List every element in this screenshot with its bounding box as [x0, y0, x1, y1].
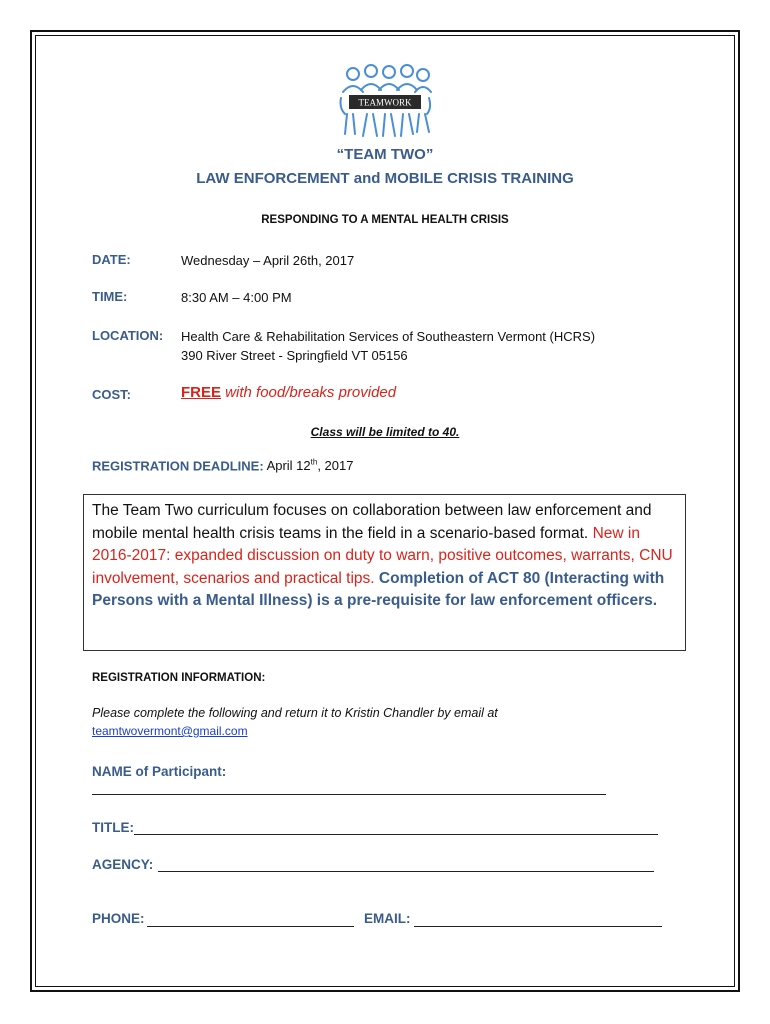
date-label: DATE:	[92, 252, 131, 267]
time-label: TIME:	[92, 289, 128, 304]
name-label: NAME of Participant:	[92, 764, 227, 779]
time-value: 8:30 AM – 4:00 PM	[181, 290, 292, 305]
cost-label: COST:	[92, 387, 131, 402]
location-line-1: Health Care & Rehabilitation Services of Southeastern Vermont (HCRS)	[181, 329, 596, 344]
page-title: “TEAM TWO”	[336, 146, 434, 163]
deadline-label: REGISTRATION DEADLINE:	[92, 458, 264, 474]
email-label: EMAIL:	[364, 911, 411, 926]
registration-deadline	[92, 458, 353, 473]
title-field-line[interactable]	[134, 834, 658, 835]
topic-heading: RESPONDING TO A MENTAL HEALTH CRISIS	[261, 214, 509, 226]
location-label: LOCATION:	[92, 328, 164, 343]
phone-field-line[interactable]	[147, 926, 354, 927]
cost-note: with food/breaks provided	[221, 384, 397, 401]
curriculum-prerequisite: Completion of ACT 80 (Interacting with Persons with a Mental Illness) is a pre-requisite for law enforcement officers.	[92, 569, 665, 609]
class-limit-note: Class will be limited to 40.	[310, 425, 460, 439]
deadline-value	[267, 458, 354, 473]
logo-text: TEAMWORK	[358, 97, 412, 108]
teamwork-logo	[335, 62, 435, 140]
agency-label: AGENCY:	[92, 857, 154, 872]
cost-free: FREE	[181, 384, 222, 401]
curriculum-new-text: New in 2016-2017: expanded discussion on duty to warn, positive outcomes, warrants, CNU involvement, scenarios and practical tips.	[92, 524, 673, 587]
deadline-suffix: th	[310, 458, 318, 467]
registration-email-link[interactable]: teamtwovermont@gmail.com	[92, 724, 248, 738]
phone-label: PHONE:	[92, 911, 145, 926]
title-label: TITLE:	[92, 820, 134, 835]
registration-heading: REGISTRATION INFORMATION:	[92, 672, 266, 684]
curriculum-box	[83, 494, 686, 651]
email-field-line[interactable]	[414, 926, 662, 927]
location-line-2: 390 River Street - Springfield VT 05156	[181, 348, 408, 363]
teamwork-people-icon	[335, 62, 435, 140]
location-value	[181, 327, 595, 365]
name-field-line[interactable]	[92, 794, 606, 795]
registration-instructions: Please complete the following and return it to Kristin Chandler by email at	[92, 706, 498, 720]
cost-value	[181, 384, 396, 401]
deadline-year: , 2017	[317, 458, 354, 474]
curriculum-text: The Team Two curriculum focuses on collaboration between law enforcement and mobile mental health crisis teams in the field in a scenario-based format.	[92, 502, 652, 542]
deadline-date: April 12	[266, 458, 311, 474]
date-value: Wednesday – April 26th, 2017	[181, 253, 355, 268]
page-subtitle: LAW ENFORCEMENT and MOBILE CRISIS TRAINING	[196, 170, 574, 187]
agency-field-line[interactable]	[158, 871, 654, 872]
